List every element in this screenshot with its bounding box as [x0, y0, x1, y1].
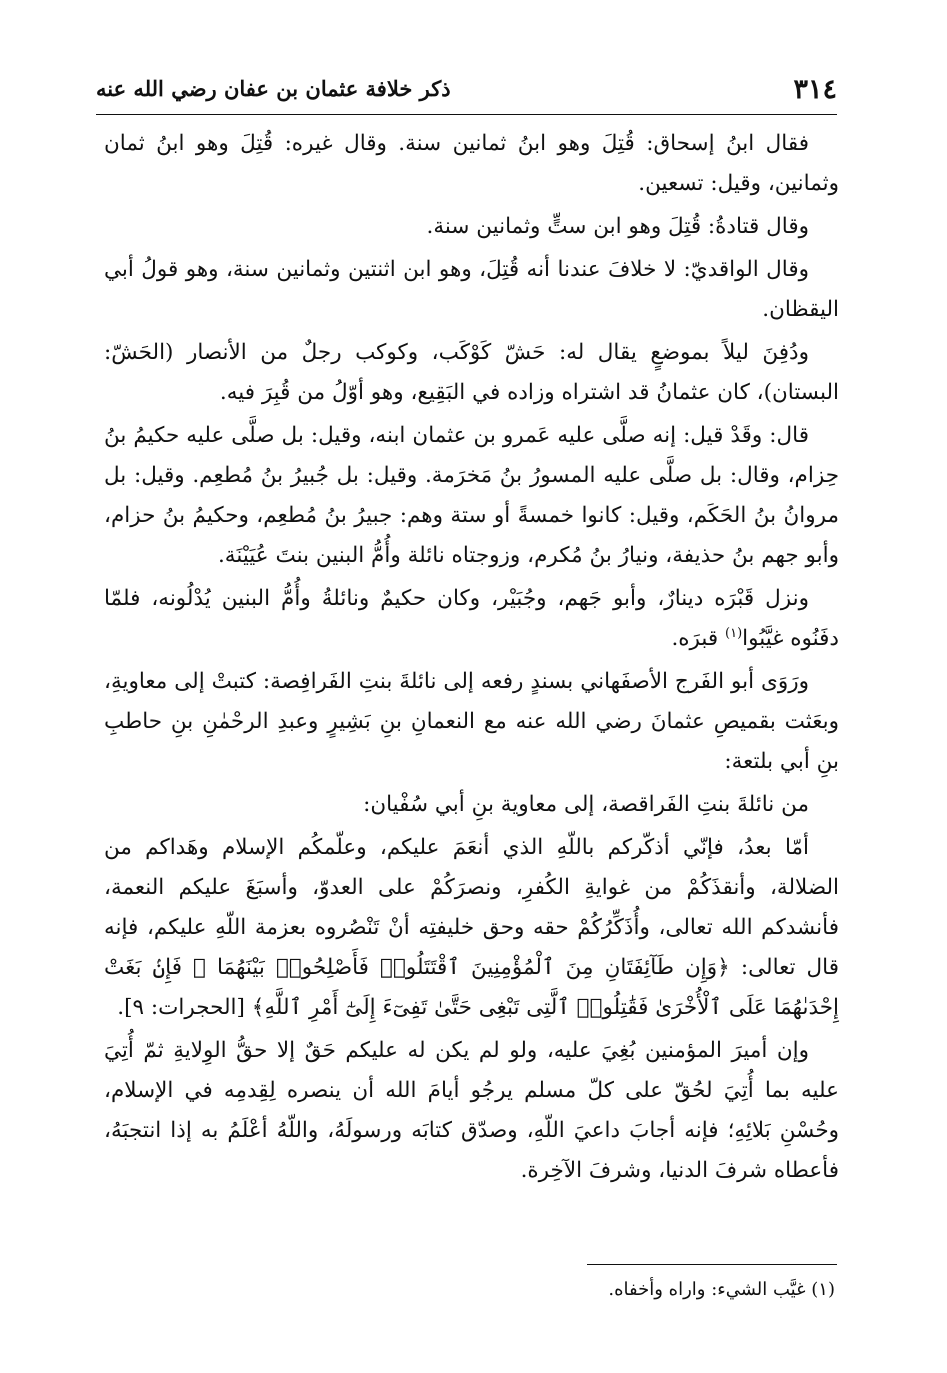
paragraph-isfahani: ورَوَى أبو الفَرج الأصفَهاني بسندٍ رفعه إلى نائلةَ بنتِ الفَرافِصة: كتبتْ إلى معاويةِ، وبعَثت بقميصِ عثمانَ رضي الله عنه مع النعمانِ بنِ بَشِيرٍ وعبدِ الرحْمٰنِ بنِ حاطبِ بنِ أبي بلتعة: — [104, 669, 839, 774]
footnote — [104, 1275, 835, 1305]
main-text — [104, 124, 839, 1194]
page-number: ٣١٤ — [793, 74, 837, 105]
paragraph-burial: ودُفِنَ ليلاً بموضعٍ يقال له: حَشّ كَوْكَب، وكوكب رجلٌ من الأنصار (الحَشّ: البستان)، كان عثمانُ قد اشتراه وزاده في البَقِيع، وهو أوّلُ من قُبِرَ فيه. — [104, 340, 839, 405]
paragraph-grave — [104, 579, 839, 659]
footnote-number: (١) — [811, 1279, 835, 1300]
paragraph-grave-text: ونزل قَبْرَه دينارٌ، وأبو جَهم، وجُبَيْر، وكان حكيمٌ ونائلةُ وأُمُّ البنين يُدْلُونه، فلمّا دفَنُوه غيَّبُوا — [104, 586, 839, 651]
quran-verse: ﴿وَإِن طَآئِفَتَانِ مِنَ ٱلْمُؤْمِنِينَ ٱقْتَتَلُوا۟ فَأَصْلِحُوا۟ بَيْنَهُمَا ۖ فَإِنۢ بَغَتْ إِحْدَىٰهُمَا عَلَى ٱلْأُخْرَىٰ فَقَٰتِلُوا۟ ٱلَّتِى تَبْغِى حَتَّىٰ تَفِىٓءَ إِلَىٰٓ أَمْرِ ٱللَّهِ﴾ — [104, 955, 839, 1020]
paragraph-funeral-prayer: قال: وقَدْ قيل: إنه صلَّى عليه عَمرو بن عثمان ابنه، وقيل: بل صلَّى عليه حكيمُ بنُ حِزام، وقال: بل صلَّى عليه المسورُ بنُ مَخرَمة. وقيل: بل جُبيرُ بنُ مُطعِم. وقيل: بل مروانُ بنُ الحَكَم، وقيل: كانوا خمسةً أو ستة وهم: جبيرُ بنُ مُطعِم، وحكيمُ بنُ حزام، وأبو جهم بنُ حذيفة، ونيارُ بنُ مُكرم، وزوجتاه نائلة وأُمُّ البنين بنتَ عُيَيْنَة. — [104, 423, 839, 568]
page-header — [96, 70, 837, 112]
paragraph-qatada: وقال قتادةُ: قُتِلَ وهو ابن ستٍّ وثمانين سنة. — [426, 214, 809, 239]
paragraph-grave-end: قبرَه. — [671, 626, 725, 651]
letter-conclusion: وإن أميرَ المؤمنين بُغِيَ عليه، ولو لم يكن له عليكم حَقٌ إلا حقُّ الوِلايةِ ثمّ أُتِيَ عليه بما أُتِيَ لحُقّ على كلّ مسلم يرجُو أيامَ الله أن ينصره لِقِدمِه في الإسلام، وحُسْنِ بَلائِهِ؛ فإنه أجابَ داعيَ اللّهِ، وصدّق كتابَه ورسولَهُ، واللّهُ أعْلَمُ به إذا انتجبَهُ، فأعطاه شرفَ الدنيا، وشرفَ الآخِرة. — [104, 1038, 839, 1183]
paragraph-age-ibn-ishaq: فقال ابنُ إسحاق: قُتِلَ وهو ابنُ ثمانين سنة. وقال غيره: قُتِلَ وهو ابنُ ثمان وثمانين، وقيل: تسعين. — [104, 131, 839, 196]
paragraph-waqidi: وقال الواقديّ: لا خلافَ عندنا أنه قُتِلَ، وهو ابن اثنتين وثمانين سنة، وهو قولُ أبي اليقظان. — [104, 257, 839, 322]
letter-body — [104, 828, 839, 1028]
running-title: ذكر خلافة عثمان بن عفان رضي الله عنه — [96, 76, 451, 101]
footnote-text: غيَّب الشيء: واراه وأخفاه. — [608, 1279, 806, 1300]
footnote-rule — [587, 1264, 837, 1265]
header-rule — [96, 114, 837, 115]
letter-address: من نائلةَ بنتِ الفَراقصة، إلى معاوية بنِ أبي سُفْيان: — [363, 792, 809, 817]
quran-citation: [الحجرات: ٩]. — [117, 995, 245, 1020]
footnote-ref[interactable]: (١) — [725, 625, 743, 641]
letter-body-text: أمّا بعدُ، فإنّي أذكّركم باللّهِ الذي أنعَمَ عليكم، وعلّمكُم الإسلام وهَداكم من الضلالة، وأنقذَكُمْ من غوايةِ الكُفرِ، ونصرَكُمْ على العدوّ، وأسبَغَ عليكم النعمة، فأنشدكم الله تعالى، وأُذَكِّرُكُمْ حقه وحق خليفتِه أنْ تَنْصُروه بعزمة اللّهِ عليكم، فإنه قال تعالى: — [104, 835, 840, 980]
